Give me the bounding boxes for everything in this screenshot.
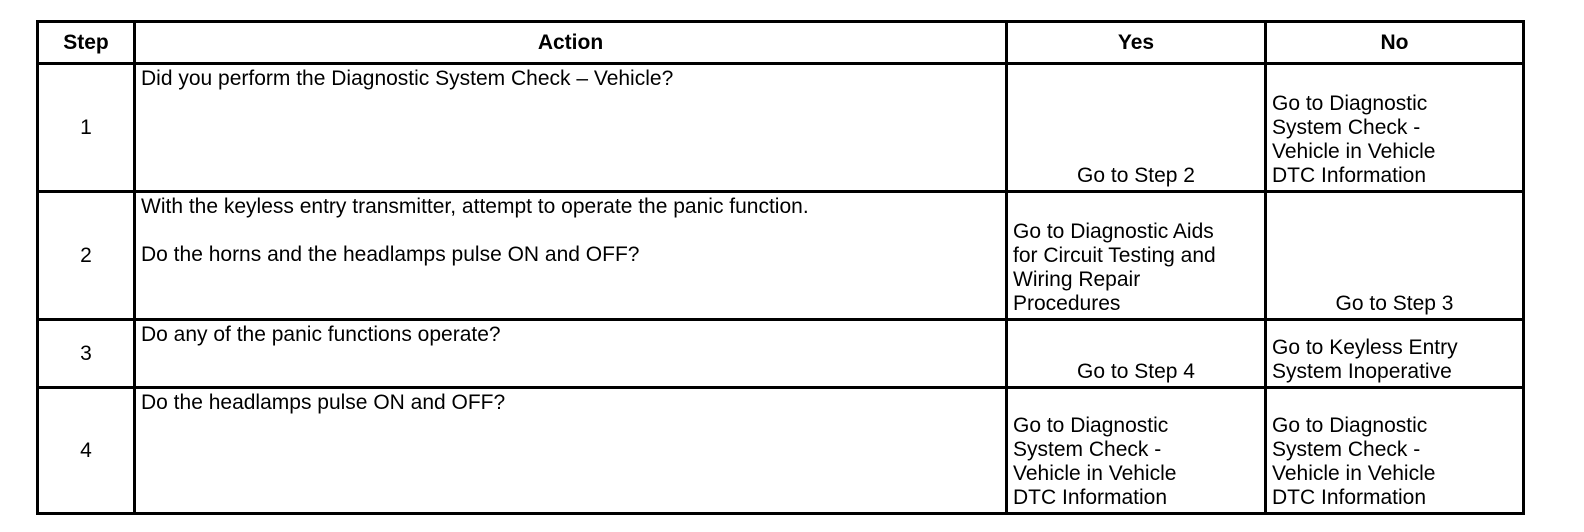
action-cell [135, 192, 1007, 320]
table-row [38, 320, 1524, 388]
table-header-row [38, 22, 1524, 64]
action-text: Do any of the panic functions operate? [141, 323, 501, 346]
step-number: 1 [38, 64, 135, 192]
action-cell [135, 320, 1007, 388]
no-cell: Go to Diagnostic System Check - Vehicle in Vehicle DTC Information [1266, 64, 1524, 192]
no-cell: Go to Step 3 [1266, 192, 1524, 320]
step-number: 2 [38, 192, 135, 320]
header-step: Step [38, 22, 135, 64]
header-action: Action [135, 22, 1007, 64]
no-cell: Go to Diagnostic System Check - Vehicle in Vehicle DTC Information [1266, 388, 1524, 514]
table-row [38, 388, 1524, 514]
yes-cell: Go to Diagnostic System Check - Vehicle in Vehicle DTC Information [1007, 388, 1266, 514]
header-yes: Yes [1007, 22, 1266, 64]
diagnostic-table [36, 20, 1525, 515]
action-text: With the keyless entry transmitter, attempt to operate the panic function. [141, 195, 809, 218]
table-row [38, 192, 1524, 320]
action-text: Do the headlamps pulse ON and OFF? [141, 391, 506, 414]
no-cell: Go to Keyless Entry System Inoperative [1266, 320, 1524, 388]
yes-cell: Go to Step 2 [1007, 64, 1266, 192]
table-row [38, 64, 1524, 192]
action-cell [135, 388, 1007, 514]
step-number: 3 [38, 320, 135, 388]
yes-cell: Go to Step 4 [1007, 320, 1266, 388]
action-text: Did you perform the Diagnostic System Check – Vehicle? [141, 67, 674, 90]
yes-cell: Go to Diagnostic Aids for Circuit Testing and Wiring Repair Procedures [1007, 192, 1266, 320]
action-cell [135, 64, 1007, 192]
step-number: 4 [38, 388, 135, 514]
action-question: Do the horns and the headlamps pulse ON and OFF? [141, 243, 640, 266]
header-no: No [1266, 22, 1524, 64]
